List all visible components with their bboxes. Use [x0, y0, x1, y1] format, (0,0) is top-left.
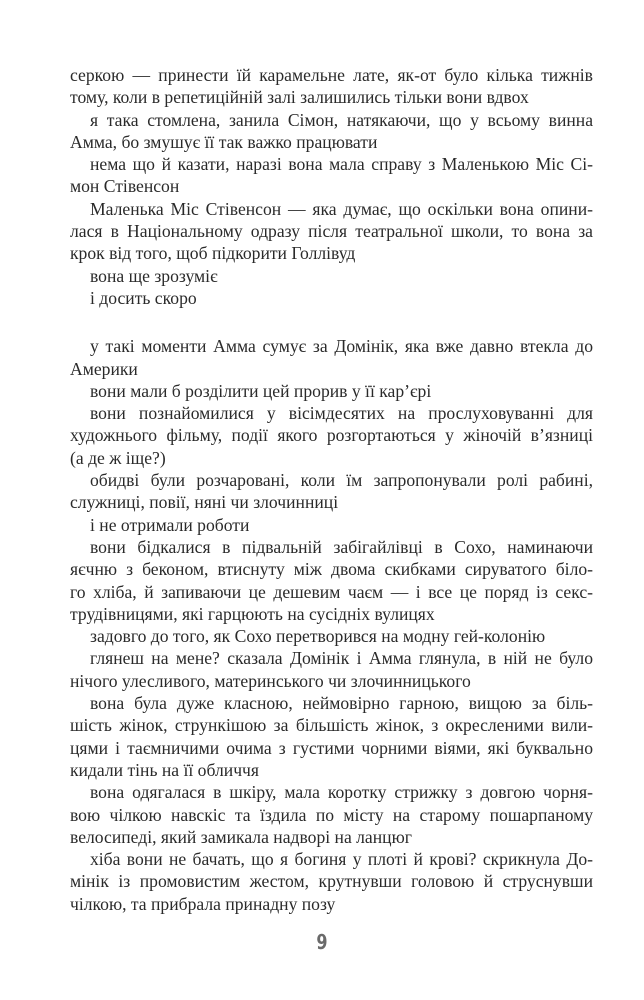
text-line: я така стомлена, занила Сімон, натякаючи, що у всьому винна [90, 109, 593, 130]
text-line: чілкою, та прибрала принадну позу [70, 893, 336, 914]
text-line: вою чілкою навскіс та їздила по місту на старому пошарпаному [70, 804, 593, 825]
paragraph [70, 287, 593, 309]
text-line: вони познайомилися у вісімдесятих на прослуховуванні для [90, 403, 593, 424]
text-line: вона одягалася в шкіру, мала коротку стрижку з довгою чорня- [90, 782, 593, 803]
text-line: вона була дуже класною, неймовірно гарною, вищою за біль- [90, 693, 593, 714]
body-text [70, 64, 593, 915]
text-line: шість жінок, стрункішою за більшість жінок, з окресленими вили- [70, 715, 593, 736]
page-number: 9 [316, 930, 328, 954]
text-line: вона ще зрозуміє [90, 265, 218, 286]
text-line: мон Стівенсон [70, 176, 180, 197]
paragraph [70, 198, 593, 265]
text-line: трудівницями, які гарцюють на сусідніх вулицях [70, 603, 435, 624]
text-line: Америки [70, 358, 138, 379]
paragraph [70, 402, 593, 469]
text-line: хіба вони не бачать, що я богиня у плоті й крові? скрикнула До- [90, 849, 593, 870]
paragraph [70, 265, 593, 287]
text-line: го хліба, й запиваючи це дешевим чаєм — і все це поряд із секс- [70, 581, 593, 602]
paragraph [70, 625, 593, 647]
text-line: серкою — принести їй карамельне лате, як-от було кілька тижнів [70, 65, 593, 85]
text-line: нічого улесливого, материнського чи злочинницького [70, 670, 471, 691]
text-line: лася в Національному одразу після театральної школи, то вона за [70, 221, 593, 242]
text-line: глянеш на мене? сказала Домінік і Амма глянула, в ній не було [90, 648, 593, 669]
text-line: і досить скоро [90, 287, 197, 308]
text-line: Амма, бо змушує її так важко працювати [70, 131, 378, 152]
text-line: цями і таємничими очима з густими чорними віями, які буквально [70, 737, 593, 758]
text-line: (а де ж іще?) [70, 447, 166, 468]
text-line: служниці, повії, няні чи злочинниці [70, 492, 339, 513]
text-line: у такі моменти Амма сумує за Домінік, яка вже давно втекла до [90, 336, 593, 357]
paragraph [70, 848, 593, 915]
text-line: велосипеді, який замикала надворі на ланцюг [70, 826, 412, 847]
text-line: вони бідкалися в підвальній забігайлівці в Сохо, наминаючи [90, 536, 593, 557]
text-line: художнього фільму, події якого розгортаються у жіночій в’язниці [70, 425, 593, 446]
paragraph [70, 335, 593, 380]
paragraph [70, 64, 593, 109]
paragraph [70, 380, 593, 402]
paragraph [70, 647, 593, 692]
text-line: обидві були розчаровані, коли їм запропонували ролі рабині, [90, 470, 593, 491]
text-line: і не отримали роботи [90, 514, 250, 535]
text-line: задовго до того, як Сохо перетворився на модну гей-колонію [90, 626, 546, 647]
text-line: кидали тінь на її обличчя [70, 759, 259, 780]
text-line: мінік із промовистим жестом, крутнувши головою й струснувши [70, 871, 593, 892]
paragraph [70, 781, 593, 848]
paragraph [70, 692, 593, 781]
text-line: яєчню з беконом, втиснуту між двома скибками сируватого біло- [70, 559, 593, 580]
paragraph [70, 109, 593, 154]
text-line: тому, коли в репетиційній залі залишились тільки вони вдвох [70, 87, 529, 108]
section-break [70, 309, 593, 335]
paragraph [70, 153, 593, 198]
text-line: нема що й казати, наразі вона мала справу з Маленькою Міс Сі- [90, 154, 593, 175]
paragraph [70, 514, 593, 536]
text-line: вони мали б розділити цей прорив у її кар’єрі [90, 380, 432, 401]
text-line: Маленька Міс Стівенсон — яка думає, що оскільки вона опини- [90, 198, 593, 219]
text-line: крок від того, щоб підкорити Голлівуд [70, 243, 356, 264]
paragraph [70, 469, 593, 514]
paragraph [70, 536, 593, 625]
